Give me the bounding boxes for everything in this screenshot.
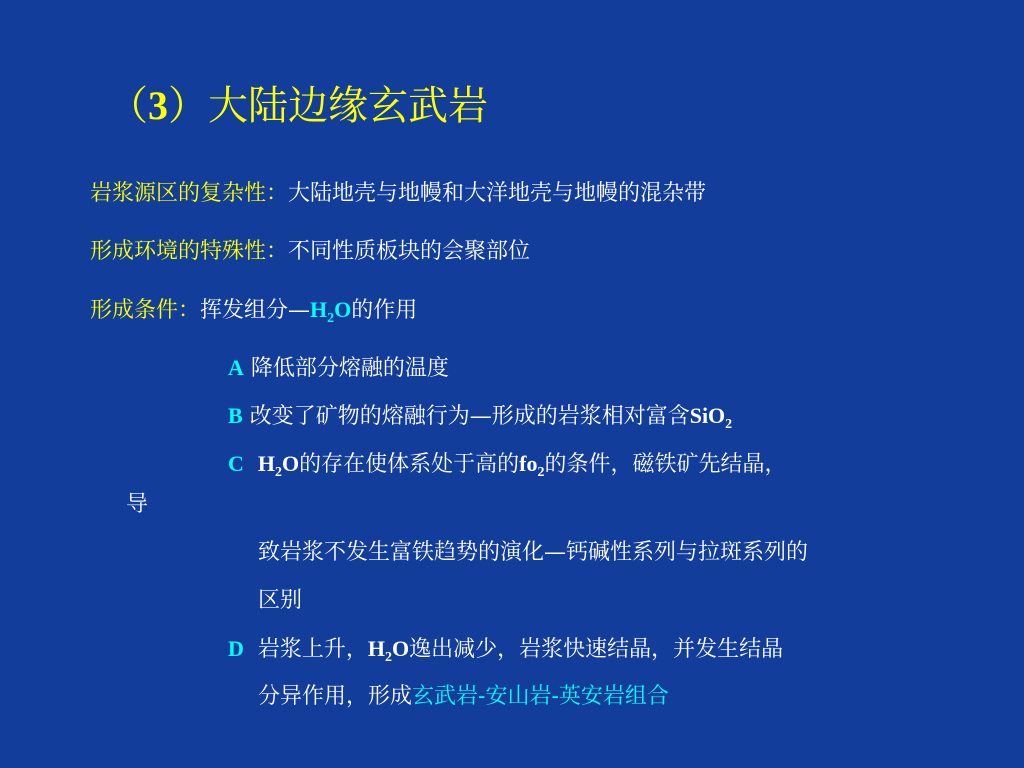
point-d-text2: 逸出减少，岩浆快速结晶，并发生结晶 bbox=[409, 637, 784, 662]
formula-h2o-d-h: H bbox=[367, 636, 386, 661]
point-c-line2: 致岩浆不发生富铁趋势的演化—钙碱性系列与拉斑系列的 bbox=[258, 540, 809, 565]
point-c-wrap: 导 bbox=[126, 492, 149, 517]
formula-h2o-c-o: O bbox=[282, 451, 300, 476]
formula-sio2 bbox=[689, 403, 733, 432]
point-d-line2 bbox=[258, 682, 669, 712]
title-text: 大陆边缘玄武岩 bbox=[208, 83, 488, 129]
formula-h2o-c-sub: 2 bbox=[275, 465, 283, 480]
point-a bbox=[228, 353, 449, 384]
formula-h2o-c bbox=[257, 451, 300, 480]
formula-h2o bbox=[310, 297, 352, 326]
formula-h2o-h: H bbox=[310, 297, 328, 322]
formula-h2o-c-h: H bbox=[257, 451, 276, 476]
item-conditions bbox=[90, 295, 417, 326]
point-a-letter: A bbox=[228, 355, 244, 380]
point-d-text1: 岩浆上升， bbox=[257, 637, 368, 662]
item-environment-text: 不同性质板块的会聚部位 bbox=[288, 239, 531, 264]
item-conditions-text-after: 的作用 bbox=[351, 298, 418, 323]
formula-h2o-d-o: O bbox=[392, 636, 410, 661]
point-c-text1: 的存在使体系处于高的 bbox=[299, 452, 520, 477]
item-conditions-text-before: 挥发组分 bbox=[200, 298, 289, 323]
item-magma-source-text: 大陆地壳与地幔和大洋地壳与地幔的混杂带 bbox=[288, 181, 707, 206]
point-c-line3: 区别 bbox=[258, 588, 303, 613]
item-magma-source bbox=[90, 179, 706, 209]
point-c-letter: C bbox=[228, 451, 244, 476]
item-conditions-dash: — bbox=[288, 298, 311, 323]
formula-fo2 bbox=[519, 451, 545, 480]
point-c bbox=[228, 449, 787, 480]
item-environment bbox=[90, 237, 530, 267]
formula-fo2-base: fo bbox=[519, 451, 538, 476]
point-d bbox=[228, 634, 783, 665]
point-d-line2-text: 分异作用，形成 bbox=[258, 684, 413, 709]
formula-h2o-o: O bbox=[334, 297, 352, 322]
formula-sio2-base: SiO bbox=[689, 403, 726, 428]
point-c-text2: 的条件，磁铁矿先结晶， bbox=[544, 452, 787, 477]
formula-h2o-d-sub: 2 bbox=[385, 650, 393, 665]
point-b bbox=[228, 401, 732, 432]
point-b-letter: B bbox=[228, 403, 243, 428]
title-number: 3 bbox=[148, 83, 168, 128]
title-close-paren: ） bbox=[168, 83, 208, 129]
formula-h2o-sub: 2 bbox=[327, 311, 335, 326]
item-environment-label: 形成环境的特殊性： bbox=[90, 239, 289, 264]
point-b-text: 改变了矿物的熔融行为—形成的岩浆相对富含 bbox=[249, 404, 690, 429]
point-a-text: 降低部分熔融的温度 bbox=[250, 356, 449, 381]
slide-title bbox=[108, 78, 488, 134]
item-magma-source-label: 岩浆源区的复杂性： bbox=[90, 181, 289, 206]
formula-sio2-sub: 2 bbox=[725, 417, 733, 432]
formula-h2o-d bbox=[367, 636, 410, 665]
formula-fo2-sub: 2 bbox=[537, 465, 545, 480]
item-conditions-label: 形成条件： bbox=[90, 298, 201, 323]
title-open-paren: （ bbox=[108, 83, 148, 129]
point-d-letter: D bbox=[228, 636, 244, 661]
point-d-line2-highlight: 玄武岩-安山岩-英安岩组合 bbox=[412, 684, 669, 709]
